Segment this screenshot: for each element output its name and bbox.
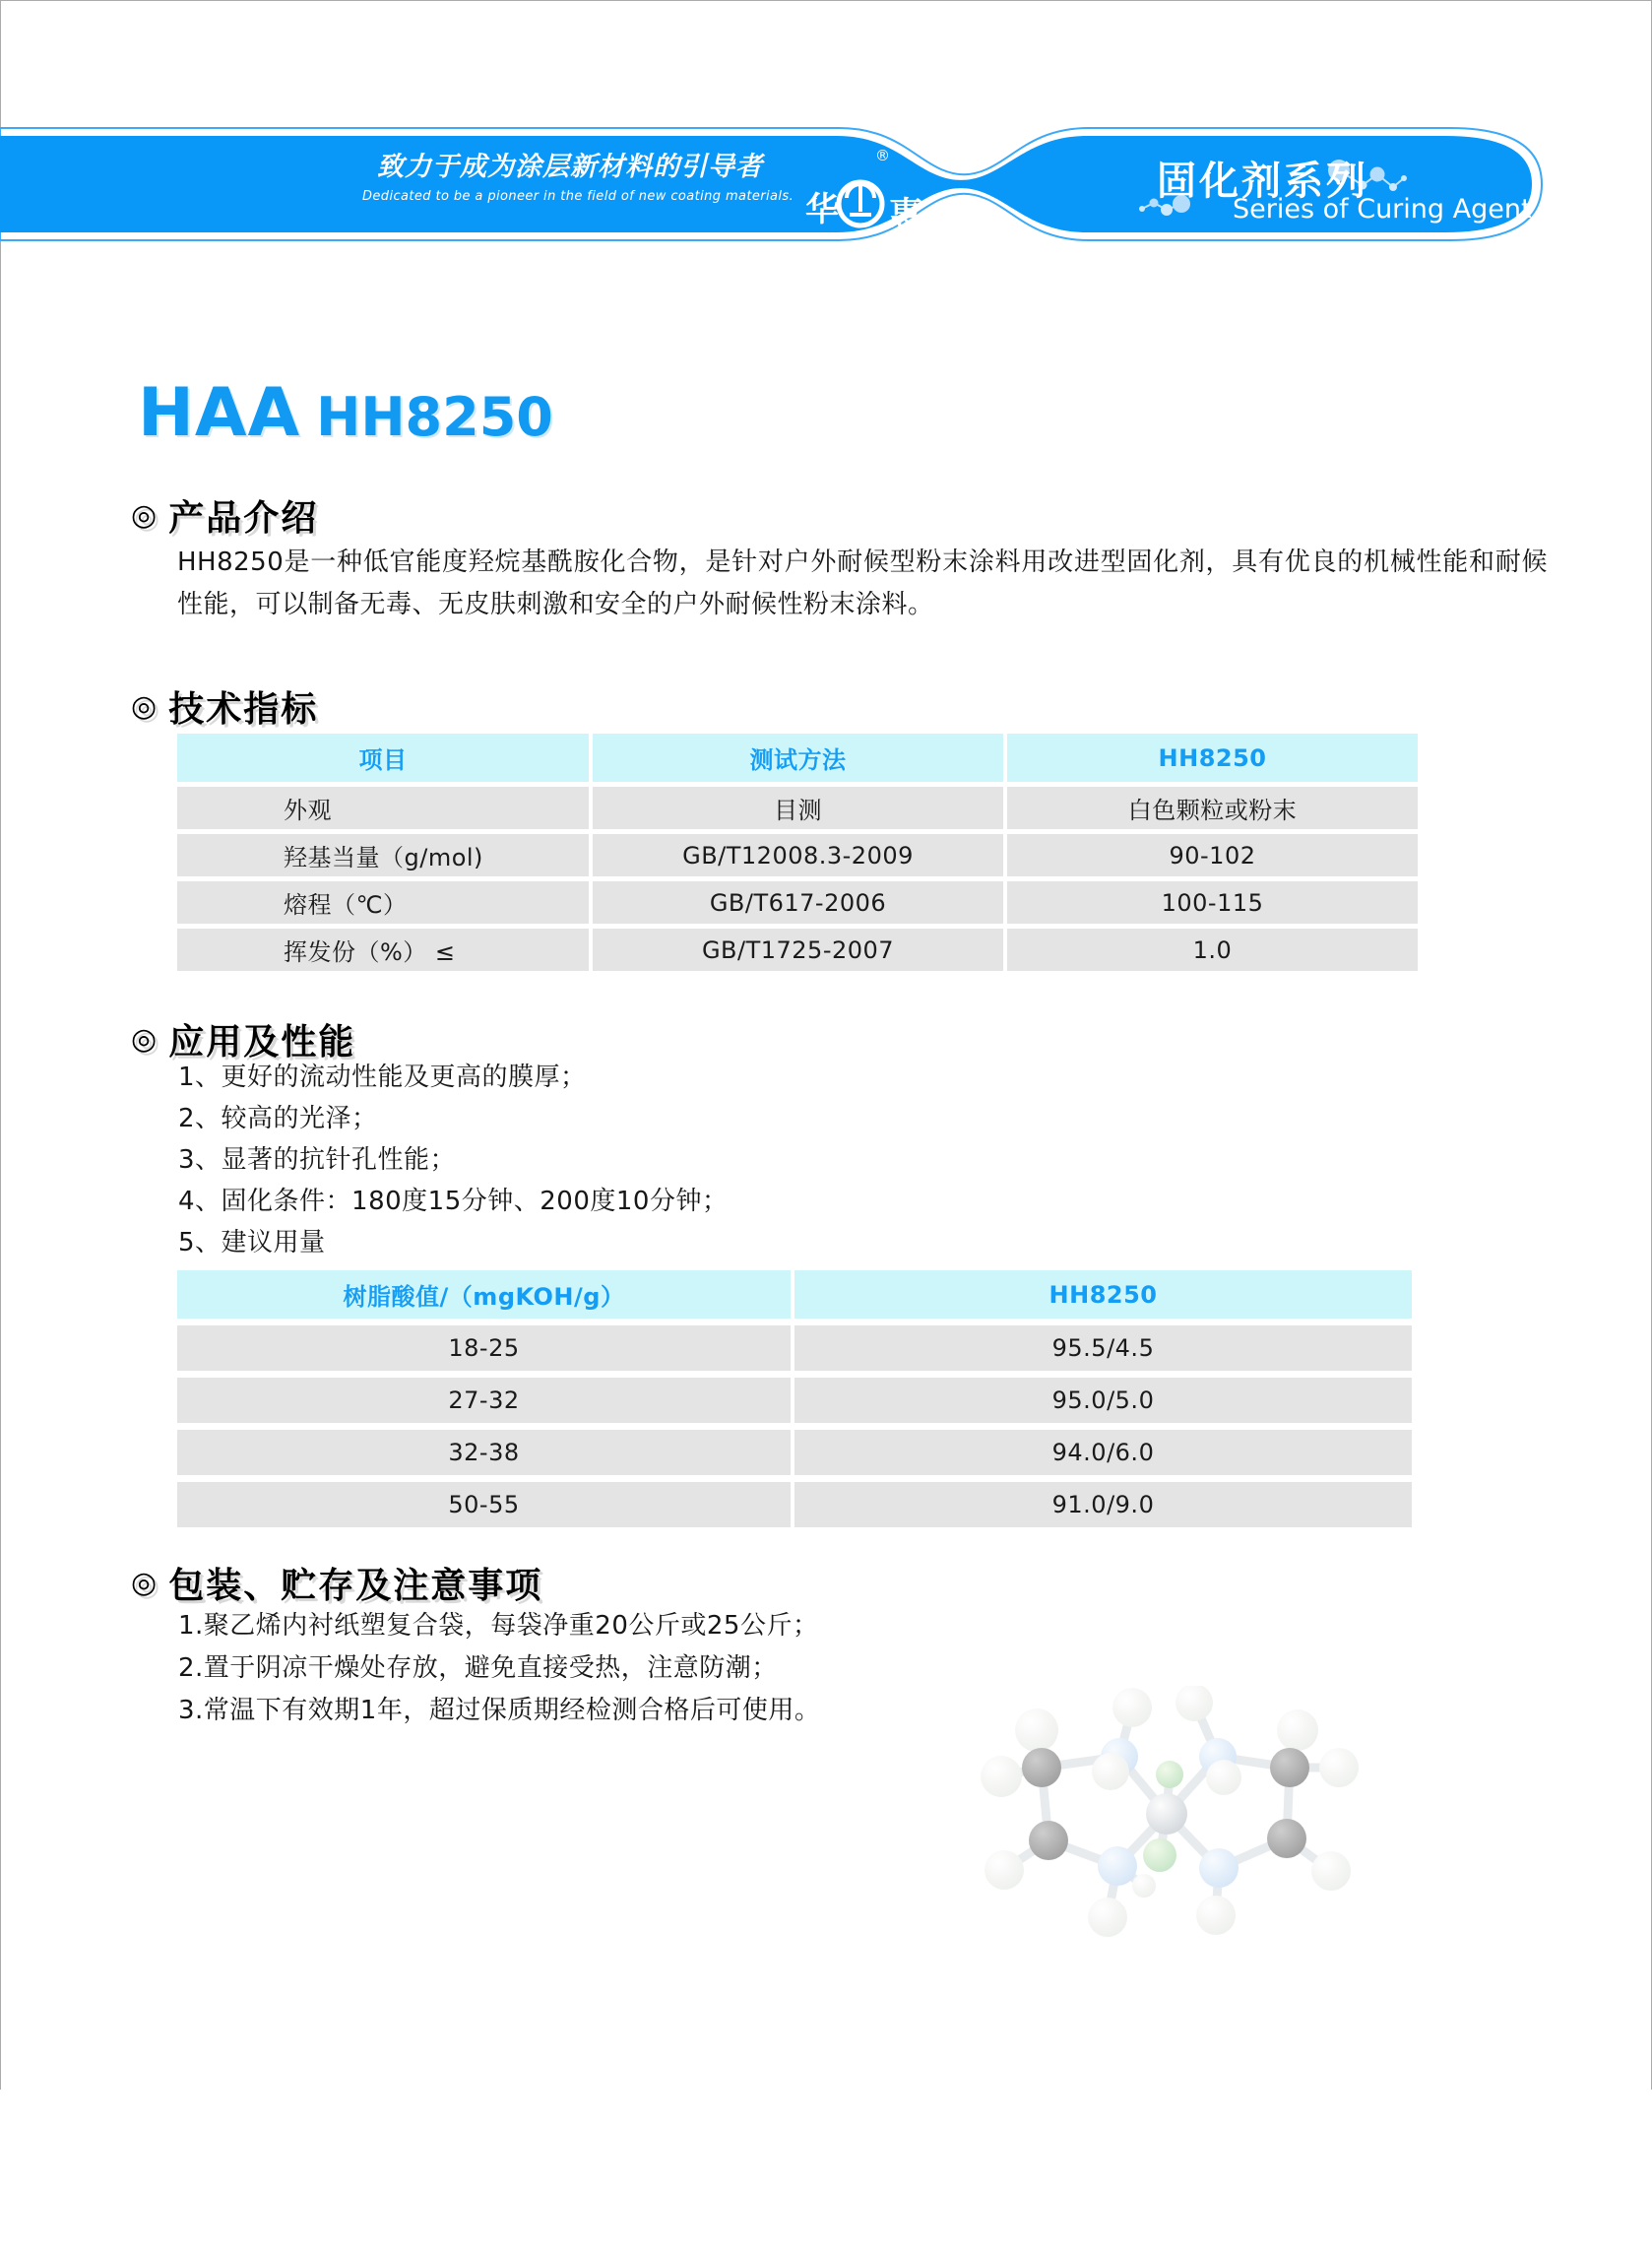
table-cell: 94.0/6.0 [794,1430,1412,1475]
section-marker-icon: ◎ [131,688,158,724]
table-cell: 白色颗粒或粉末 [1007,787,1418,829]
molecule-image [960,1686,1432,2050]
series-subtitle: Series of Curing Agent [1233,194,1532,225]
list-item: 1、更好的流动性能及更高的膜厚； [178,1063,587,1092]
table-cell: 95.5/4.5 [794,1325,1412,1371]
table-cell: 目测 [593,787,1003,829]
table-cell: 熔程（℃） [177,881,589,924]
dosage-table [177,1270,1412,1534]
list-item: 4、固化条件：180度15分钟、200度10分钟； [178,1187,729,1216]
column-header: HH8250 [1007,734,1418,782]
column-header: HH8250 [794,1270,1412,1319]
list-item: 3、显著的抗针孔性能； [178,1145,457,1175]
table-cell: 90-102 [1007,834,1418,876]
section-title-specs: 技术指标 [168,689,319,730]
molecule-atoms [981,1686,1359,1937]
table-row [177,787,1418,829]
table-row [177,834,1418,876]
section-marker-icon: ◎ [131,1565,158,1600]
section-marker-icon: ◎ [131,1021,158,1057]
product-title [138,374,553,452]
registered-trademark-icon: ® [875,147,890,164]
section-title-application: 应用及性能 [168,1022,356,1063]
section-heading-intro [131,490,318,541]
table-cell: GB/T12008.3-2009 [593,834,1003,876]
table-cell: 18-25 [177,1325,791,1371]
series-title: 固化剂系列 [1157,159,1368,204]
product-brand: HAA [138,374,301,452]
table-cell: 50-55 [177,1482,791,1527]
table-cell: 27-32 [177,1378,791,1423]
table-cell: 100-115 [1007,881,1418,924]
list-item: 3.常温下有效期1年，超过保质期经检测合格后可使用。 [178,1696,821,1725]
logo-char-left: 华 [805,190,839,229]
table-cell: 1.0 [1007,929,1418,971]
table-row [177,1430,1412,1475]
section-heading-packaging [131,1558,542,1608]
section-title-packaging: 包装、贮存及注意事项 [168,1566,543,1606]
section-marker-icon: ◎ [131,497,158,533]
table-cell: 95.0/5.0 [794,1378,1412,1423]
logo-char-right: 惠 [889,195,922,234]
list-item: 1.聚乙烯内衬纸塑复合袋，每袋净重20公斤或25公斤； [178,1611,819,1641]
list-item: 5、建议用量 [178,1228,326,1257]
section-title-intro: 产品介绍 [168,498,319,539]
product-model: HH8250 [316,386,553,448]
slogan-english: Dedicated to be a pioneer in the field of new coating materials. [362,189,794,204]
slogan-chinese: 致力于成为涂层新材料的引导者 [377,152,763,182]
specs-table [177,734,1418,976]
table-row [177,1325,1412,1371]
list-item: 2.置于阴凉干燥处存放，避免直接受热，注意防潮； [178,1653,778,1683]
dosage-table-header [177,1270,1412,1319]
table-cell: 32-38 [177,1430,791,1475]
table-cell: 挥发份（%） ≤ [177,929,589,971]
intro-paragraph: HH8250是一种低官能度羟烷基酰胺化合物，是针对户外耐候型粉末涂料用改进型固化剂，具有优良的机械性能和耐候性能，可以制备无毒、无皮肤刺激和安全的户外耐候性粉末涂料。 [177,548,1548,619]
table-cell: 羟基当量（g/mol) [177,834,589,876]
table-cell: GB/T617-2006 [593,881,1003,924]
specs-table-header [177,734,1418,782]
column-header: 树脂酸值/（mgKOH/g） [177,1270,791,1319]
table-row [177,881,1418,924]
application-list [178,1057,728,1263]
section-heading-specs [131,681,318,732]
table-row [177,1482,1412,1527]
table-cell: 外观 [177,787,589,829]
table-cell: 91.0/9.0 [794,1482,1412,1527]
packaging-list [178,1605,820,1732]
list-item: 2、较高的光泽； [178,1104,378,1133]
column-header: 项目 [177,734,589,782]
table-row [177,1378,1412,1423]
table-cell: GB/T1725-2007 [593,929,1003,971]
table-row [177,929,1418,971]
column-header: 测试方法 [593,734,1003,782]
